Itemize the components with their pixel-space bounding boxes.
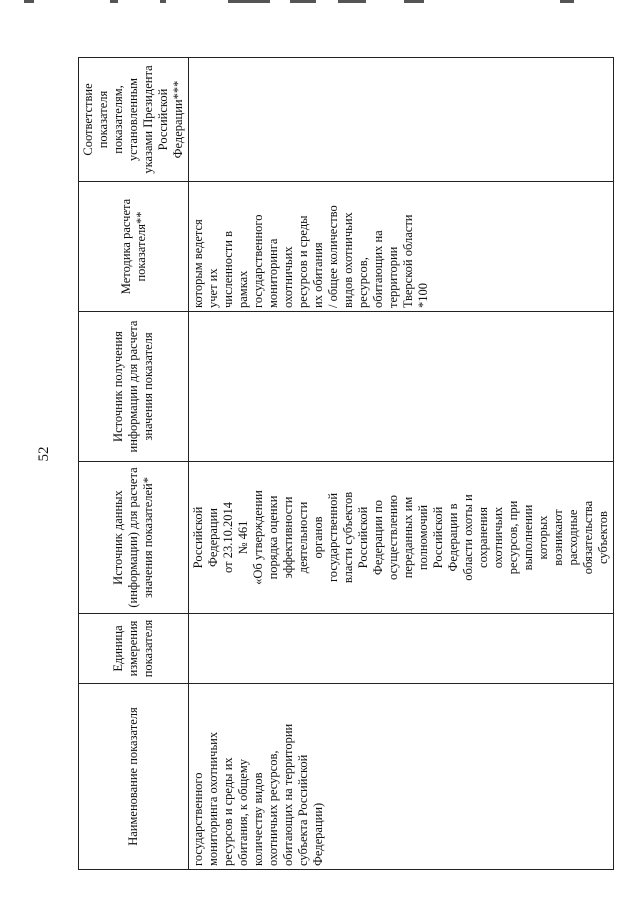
text-line: субъектов bbox=[596, 511, 610, 564]
text-line: Тверской области bbox=[401, 214, 415, 308]
text-line: обитания, к общему bbox=[236, 759, 250, 866]
text-line: ресурсов, bbox=[356, 257, 370, 308]
text-line: учет их bbox=[206, 268, 220, 308]
text-line: мониторинга охотничьих bbox=[206, 731, 220, 866]
text-line: / общее количество bbox=[326, 205, 340, 308]
scan-artifacts bbox=[0, 0, 640, 8]
text-line: численности в bbox=[221, 231, 235, 308]
table-header-row bbox=[79, 58, 189, 870]
text-line: Федерации по bbox=[371, 499, 385, 576]
cell-data-source bbox=[189, 462, 614, 614]
text-line: Российской bbox=[356, 506, 370, 569]
text-line: полномочий bbox=[416, 504, 430, 571]
header-info-source: Источник получения информации для расчета значения показателя bbox=[79, 312, 189, 462]
text-line: охотничьих bbox=[491, 506, 505, 569]
text-line: переданных им bbox=[401, 496, 415, 579]
text-line: территории bbox=[386, 246, 400, 308]
text-line: Федерации) bbox=[311, 802, 325, 866]
text-line: рамках bbox=[236, 270, 250, 308]
text-line: сохранения bbox=[476, 507, 490, 568]
text-line: ресурсов и среды bbox=[296, 215, 310, 308]
text-line: видов охотничьих bbox=[341, 212, 355, 308]
text-line: осуществлению bbox=[386, 495, 400, 580]
text-line: охотничьих ресурсов, bbox=[266, 750, 280, 866]
text-line: Федерации bbox=[206, 507, 220, 568]
text-line: расходные bbox=[566, 509, 580, 566]
text-line: выполнении bbox=[521, 504, 535, 571]
header-unit: Единица измерения показателя bbox=[79, 614, 189, 684]
text-line: количеству видов bbox=[251, 772, 265, 866]
text-line: возникают bbox=[551, 509, 565, 566]
text-line: деятельности bbox=[296, 501, 310, 574]
text-line: которым ведется bbox=[191, 219, 205, 308]
table-row bbox=[189, 58, 614, 870]
text-line: порядка оценки bbox=[266, 495, 280, 580]
text-line: ресурсов, при bbox=[506, 500, 520, 575]
text-line: государственного bbox=[191, 772, 205, 866]
text-line: области охоты и bbox=[461, 494, 475, 581]
text-line: от 23.10.2014 bbox=[221, 502, 235, 573]
text-line: «Об утверждении bbox=[251, 490, 265, 585]
cell-info-source bbox=[189, 312, 614, 462]
text-line: Российской bbox=[431, 506, 445, 569]
text-line: обязательства bbox=[581, 500, 595, 575]
text-line: *100 bbox=[416, 283, 430, 308]
text-line: власти субъектов bbox=[341, 491, 355, 584]
indicator-table bbox=[78, 57, 614, 870]
text-line: которых bbox=[536, 515, 550, 560]
text-line: субъекта Российской bbox=[296, 754, 310, 866]
text-line: № 461 bbox=[236, 520, 250, 555]
indicator-table-container bbox=[78, 58, 610, 870]
cell-compliance bbox=[189, 58, 614, 182]
text-line: Федерации в bbox=[446, 503, 460, 572]
cell-indicator-name bbox=[189, 684, 614, 870]
text-line: охотничьих bbox=[281, 246, 295, 308]
cell-unit bbox=[189, 614, 614, 684]
text-line: эффективности bbox=[281, 496, 295, 579]
text-line: мониторинга bbox=[266, 238, 280, 308]
cell-method bbox=[189, 182, 614, 312]
page-number: 52 bbox=[36, 446, 52, 462]
header-indicator-name: Наименование показателя bbox=[79, 684, 189, 870]
text-line: их обитания bbox=[311, 242, 325, 308]
text-line: Российской bbox=[191, 506, 205, 569]
text-line: обитающих на bbox=[371, 230, 385, 308]
header-compliance: Соответствие показателя показателям, установленным указами Президента Российской Федерации*** bbox=[79, 58, 189, 182]
header-method: Методика расчета показателя** bbox=[79, 182, 189, 312]
text-line: органов bbox=[311, 516, 325, 559]
header-data-source: Источник данных (информации) для расчета значения показателей* bbox=[79, 462, 189, 614]
text-line: государственного bbox=[251, 214, 265, 308]
text-line: ресурсов и среды их bbox=[221, 757, 235, 866]
text-line: обитающих на территории bbox=[281, 723, 295, 866]
text-line: государственной bbox=[326, 492, 340, 583]
